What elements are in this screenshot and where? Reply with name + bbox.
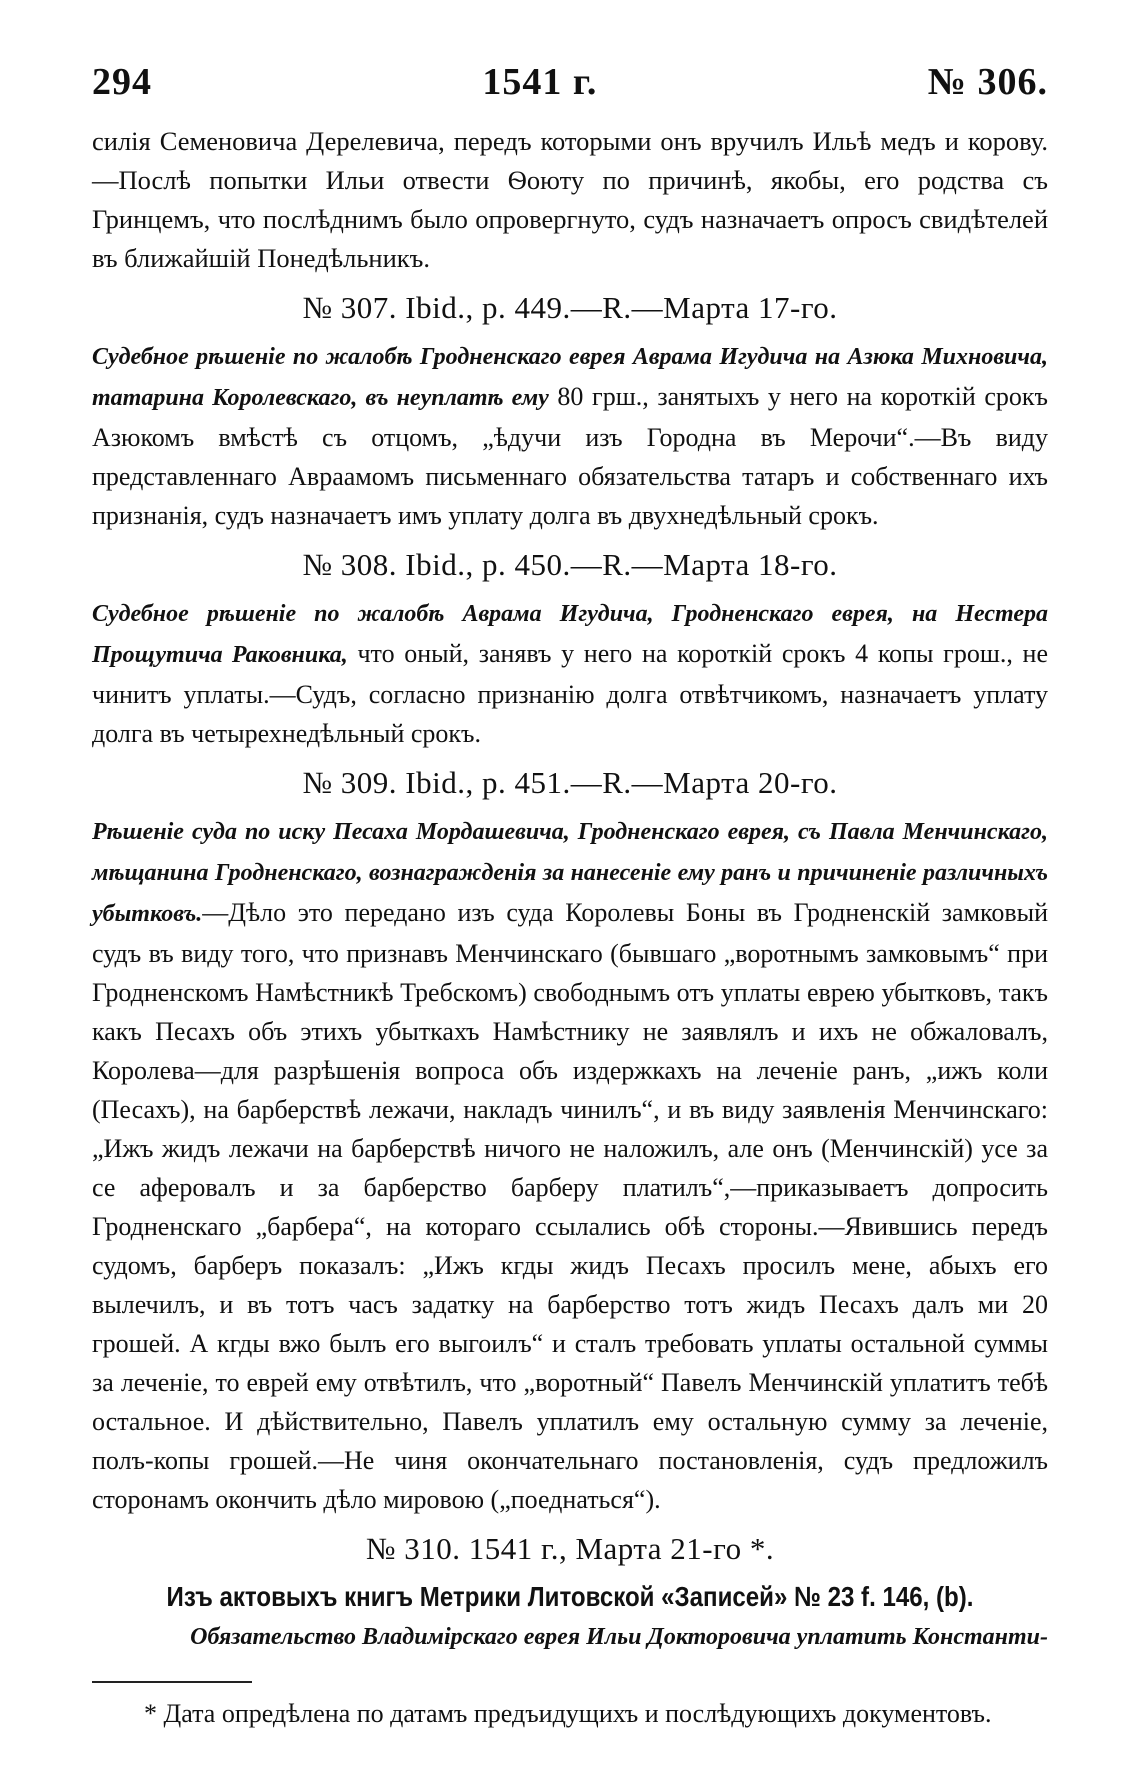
entry-body [92, 811, 1048, 1519]
entry-308 [92, 545, 1048, 753]
entry-summary-italic: Рѣшеніе суда по иску Песаха Мордашевича, Гродненскаго еврея, съ Павла Менчинскаго, мѣщанина Гродненскаго, вознагражденія за нанесеніе ему ранъ и причиненіе различныхъ убытковъ. [92, 819, 1048, 927]
entry-summary-text: —Дѣло это передано изъ суда Королевы Боны въ Гродненскій замковый судъ въ виду того, что признавъ Менчинскаго (бывшаго „воротнымъ замковымъ“ при Гродненскомъ Намѣстникѣ Требскомъ) свободнымъ отъ уплаты еврею убытковъ, такъ какъ Песахъ объ этихъ убыткахъ Намѣстнику не заявлялъ и ихъ не обжаловалъ, Королева—для разрѣшенія вопроса объ издержкахъ на леченіе ранъ, „ижъ коли (Песахъ), на барберствѣ лежачи, накладъ чинилъ“, и въ виду заявленія Менчинскаго: „Ижъ жидъ лежачи на барберствѣ ничого не наложилъ, але онъ (Менчинскій) усе за се аферовалъ и за барберство барберу платилъ“,—приказываетъ допросить Гродненскаго „барбера“, на котораго ссылались обѣ стороны.—Явившись передъ судомъ, барберъ показалъ: „Ижъ кгды жидъ Песахъ просилъ мене, абыхъ его вылечилъ, и въ тотъ часъ задатку на барберство тотъ жидъ Песахъ далъ ми 20 грошей. А кгды вжо былъ его выгоилъ“ и сталъ требовать уплаты остальной суммы за леченіе, то еврей ему отвѣтилъ, что „воротный“ Павелъ Менчинскій уплатитъ тебѣ остальное. И дѣйствительно, Павелъ уплатилъ ему остальную сумму за леченіе, полъ-копы грошей.—Не чиня окончательнаго постановленія, судъ предложилъ сторонамъ окончить дѣло мировою („поеднаться“). [92, 898, 1048, 1514]
entry-summary-italic: Судебное рѣшеніе по жалобѣ Аврама Игудича, Гродненскаго еврея, на Нестера Прощутича Раковника, [92, 601, 1048, 668]
entry-body [92, 593, 1048, 753]
entry-heading: № 307. Ibid., p. 449.—R.—Марта 17-го. [302, 290, 838, 325]
entry-source: Изъ актовыхъ книгъ Метрики Литовской «Записей» № 23 f. 146, (b). [166, 1581, 974, 1612]
entry-307 [92, 288, 1048, 535]
entry-heading: № 309. Ibid., p. 451.—R.—Марта 20-го. [302, 765, 838, 800]
header-doc-number: № 306. [927, 61, 1048, 103]
entry-309 [92, 763, 1048, 1519]
entry-summary-text: что оный, занявъ у него на короткій срокъ 4 копы грош., не чинитъ уплаты.—Судъ, согласно признанію долга отвѣтчикомъ, назначаетъ уплату долга въ четырехнедѣльный срокъ. [92, 639, 1048, 748]
entry-summary-italic: Обязательство Владимірскаго еврея Ильи Докторовича уплатить Константи- [190, 1624, 1048, 1650]
header-year: 1541 г. [482, 61, 598, 103]
entry-310 [92, 1529, 1048, 1655]
entry-body [92, 336, 1048, 535]
entry-summary-text: 80 грш., занятыхъ у него на короткій срокъ Азюкомъ вмѣстѣ съ отцомъ, „ѣдучи изъ Городна въ Мерочи“.—Въ виду представленнаго Авраамомъ письменнаго обязательства татаръ и собственнаго ихъ признанія, судъ назначаетъ имъ уплату долга въ двухнедѣльный срокъ. [92, 382, 1048, 530]
entry-heading: № 310. 1541 г., Марта 21-го *. [365, 1531, 775, 1566]
entry-summary-italic: Судебное рѣшеніе по жалобѣ Гродненскаго еврея Аврама Игудича на Азюка Михновича, татарина Королевскаго, въ неуплатѣ ему [92, 344, 1048, 411]
footnote: * Дата опредѣлена по датамъ предъидущихъ и послѣдующихъ документовъ. [144, 1699, 992, 1728]
footnote-divider [92, 1681, 252, 1683]
entry-heading: № 308. Ibid., p. 450.—R.—Марта 18-го. [302, 547, 838, 582]
page-number: 294 [92, 61, 152, 103]
page-header [92, 60, 1048, 104]
intro-paragraph: силія Семеновича Дерелевича, передъ которыми онъ вручилъ Ильѣ медъ и корову.—Послѣ попытки Ильи отвести Ѳоюту по причинѣ, якобы, его родства съ Гринцемъ, что послѣднимъ было опровергнуто, судъ назначаетъ опросъ свидѣтелей въ ближайшій Понедѣльникъ. [92, 126, 1048, 273]
